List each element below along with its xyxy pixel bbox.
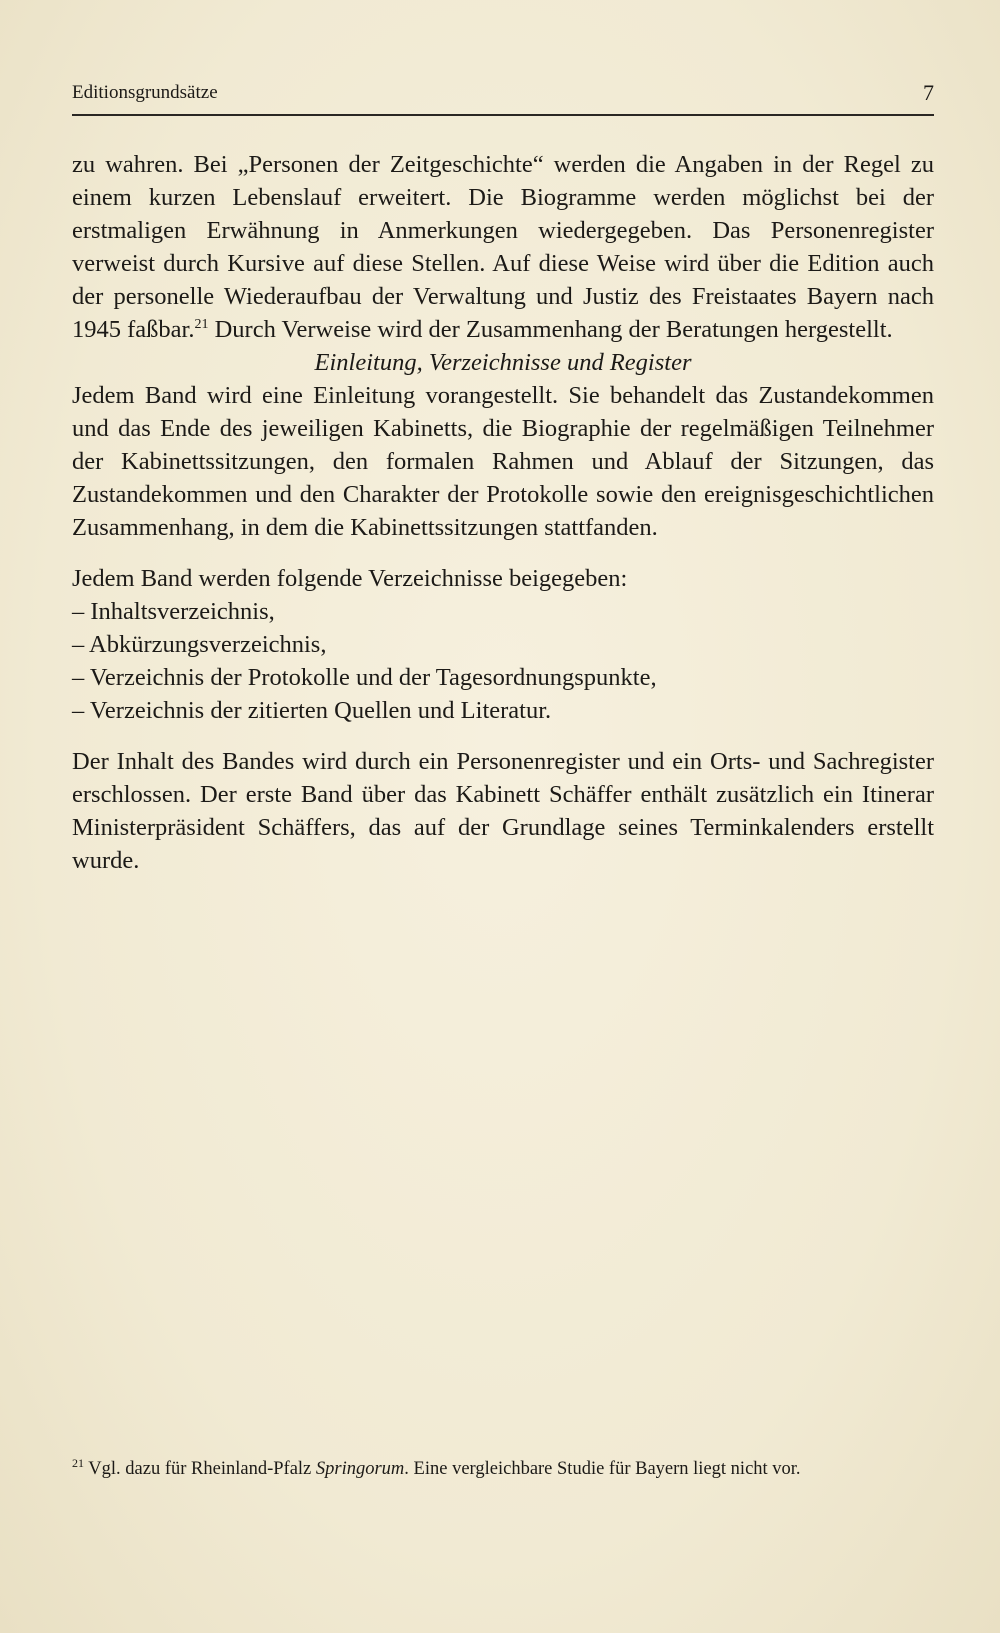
paragraph-4: Der Inhalt des Bandes wird durch ein Personenregister und ein Orts- und Sachregister erschlossen. Der erste Band über das Kabinett Schäffer enthält zusätzlich ein Itinerar Ministerpräsident Schäffers, das auf der Grundlage seines Terminkalenders erstellt wurde.	[72, 748, 934, 874]
footnote-text-after: . Eine vergleichbare Studie für Bayern liegt nicht vor.	[404, 1459, 801, 1480]
paragraph-1-text: zu wahren. Bei „Personen der Zeitgeschichte“ werden die Angaben in der Regel zu einem kurzen Lebenslauf erweitert. Die Biogramme werden möglichst bei der erstmaligen Erwähnung in Anmerkungen wiedergegeben. Das Personenregister verweist durch Kursive auf diese Stellen. Auf diese Weise wird über die Edition auch der personelle Wiederaufbau der Verwaltung und Justiz des Freistaates Bayern nach 1945 faßbar.	[72, 151, 934, 343]
section-heading: Einleitung, Verzeichnisse und Register	[314, 349, 692, 376]
footnote-number: 21	[72, 1456, 84, 1470]
footnote-text-before: Vgl. dazu für Rheinland-Pfalz	[88, 1459, 316, 1480]
list-item: – Abkürzungsverzeichnis,	[72, 631, 327, 658]
main-text	[72, 148, 934, 877]
list-item: – Verzeichnis der Protokolle und der Tagesordnungspunkte,	[72, 664, 657, 691]
footnote	[72, 1452, 934, 1481]
page-number: 7	[923, 80, 934, 105]
paragraph-2: Jedem Band wird eine Einleitung vorangestellt. Sie behandelt das Zustandekommen und das Ende des jeweiligen Kabinetts, die Biographie der regelmäßigen Teilnehmer der Kabinettssitzungen, den formalen Rahmen und Ablauf der Sitzungen, das Zustandekommen und den Charakter der Protokolle sowie den ereignisgeschichtlichen Zusammenhang, in dem die Kabinettssitzungen stattfanden.	[72, 382, 934, 541]
running-header	[72, 80, 934, 116]
paragraph-1	[72, 148, 934, 346]
running-title: Editionsgrundsätze	[72, 82, 218, 103]
footnote-reference[interactable]: 21	[194, 316, 209, 332]
paragraph-1-tail: Durch Verweise wird der Zusammenhang der Beratungen hergestellt.	[208, 316, 893, 343]
list-item: – Verzeichnis der zitierten Quellen und Literatur.	[72, 697, 552, 724]
list-item: – Inhaltsverzeichnis,	[72, 598, 275, 625]
directory-list	[72, 595, 934, 727]
footnote-citation: Springorum	[315, 1459, 405, 1480]
paragraph-3-intro: Jedem Band werden folgende Verzeichnisse beigegeben:	[72, 565, 628, 592]
